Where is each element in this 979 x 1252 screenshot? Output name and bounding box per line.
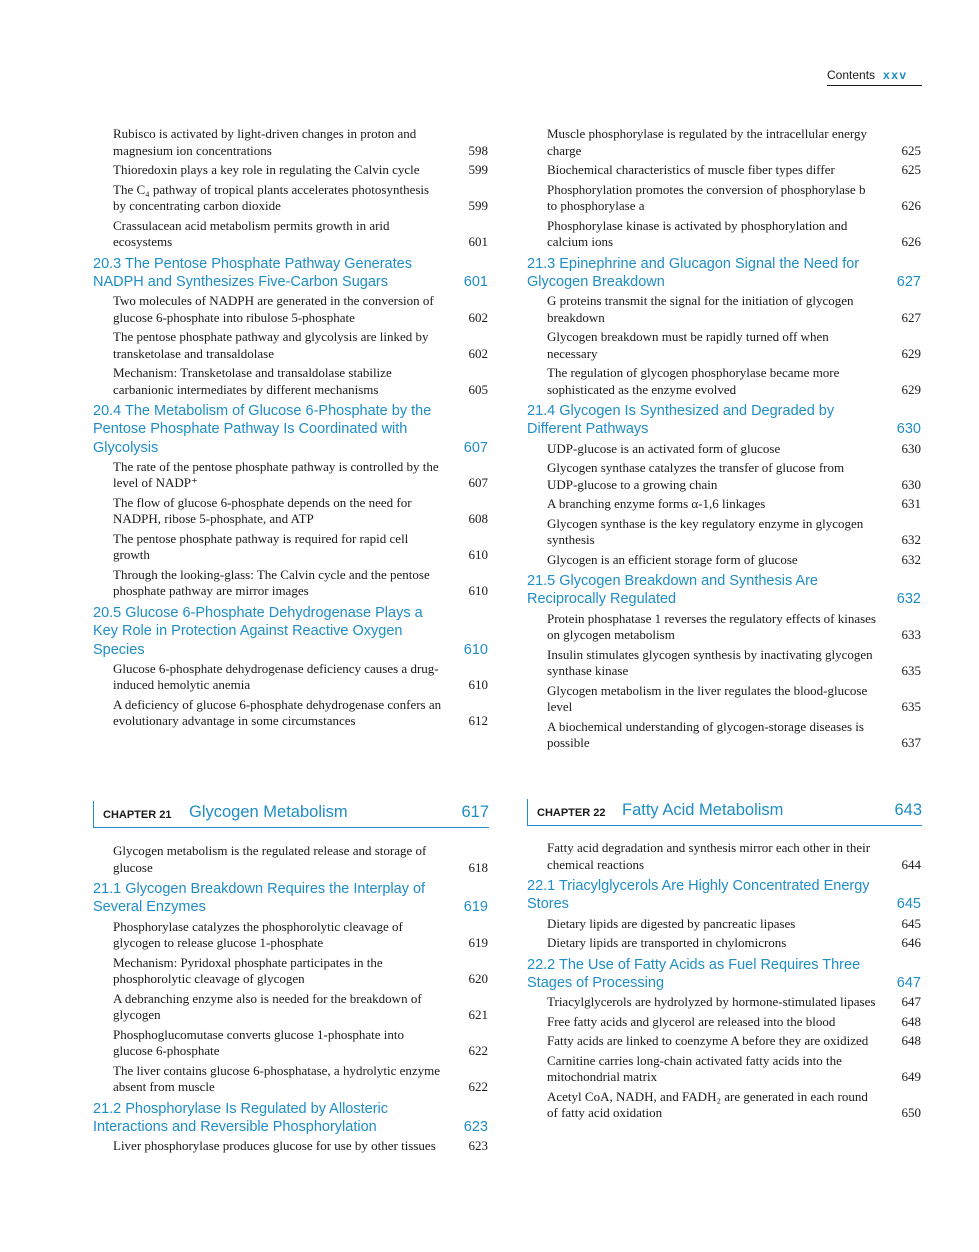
entry-title: The liver contains glucose 6-phosphatase, a hydrolytic enzyme absent from muscle bbox=[113, 1062, 441, 1095]
section-title: 22.2 The Use of Fatty Acids as Fuel Requires Three Stages of Processing bbox=[527, 956, 861, 991]
section-title: 21.2 Phosphorylase Is Regulated by Allosteric Interactions and Reversible Phosphorylation bbox=[93, 1100, 389, 1135]
page-number: 608 bbox=[468, 511, 488, 527]
section-title: 20.5 Glucose 6-Phosphate Dehydrogenase Plays a Key Role in Protection Against Reactive Oxygen Species bbox=[93, 604, 423, 658]
toc-section-heading bbox=[93, 255, 488, 292]
toc-entry bbox=[93, 697, 488, 730]
page-number: 635 bbox=[901, 699, 921, 715]
page-number: 630 bbox=[896, 421, 921, 438]
toc-entry bbox=[93, 661, 488, 694]
toc-entry bbox=[93, 1027, 488, 1060]
chapter-21-heading bbox=[93, 801, 489, 828]
toc-section-heading bbox=[527, 255, 921, 292]
entry-title: Glycogen breakdown must be rapidly turned off when necessary bbox=[547, 329, 829, 361]
section-title: 21.5 Glycogen Breakdown and Synthesis Are Reciprocally Regulated bbox=[527, 573, 818, 608]
toc-entry bbox=[93, 567, 488, 600]
toc-entry bbox=[93, 991, 488, 1024]
entry-title: Insulin stimulates glycogen synthesis by inactivating glycogen synthase kinase bbox=[547, 646, 873, 679]
page-number: 625 bbox=[901, 142, 921, 158]
entry-title: Carnitine carries long-chain activated fatty acids into the mitochondrial matrix bbox=[547, 1052, 842, 1085]
page-number: 601 bbox=[468, 234, 488, 249]
entry-title: Fatty acids are linked to coenzyme A before they are oxidized bbox=[547, 1033, 869, 1049]
toc-entry bbox=[527, 1053, 921, 1086]
entry-title: Phosphoglucomutase converts glucose 1-phosphate into glucose 6-phosphate bbox=[113, 1026, 405, 1059]
entry-title: Glucose 6-phosphate dehydrogenase deficiency causes a drug-induced hemolytic anemia bbox=[113, 660, 439, 693]
page-number: 621 bbox=[468, 1007, 488, 1023]
entry-title: Thioredoxin plays a key role in regulating the Calvin cycle bbox=[113, 162, 420, 177]
toc-entry bbox=[527, 1089, 921, 1122]
toc-section-heading bbox=[527, 572, 921, 609]
chapter-page: 617 bbox=[461, 803, 489, 821]
entry-title: Glycogen is an efficient storage form of glucose bbox=[547, 551, 798, 567]
page-number: 623 bbox=[468, 1138, 488, 1154]
section-title: 20.3 The Pentose Phosphate Pathway Generates NADPH and Synthesizes Five-Carbon Sugars bbox=[93, 255, 412, 290]
toc-entry bbox=[93, 329, 488, 362]
entry-title: The flow of glucose 6-phosphate depends on the need for NADPH, ribose 5-phosphate, and ATP bbox=[113, 494, 412, 527]
entry-title: Glycogen metabolism is the regulated release and storage of glucose bbox=[113, 843, 427, 875]
page-number: 620 bbox=[468, 971, 488, 987]
toc-entry bbox=[527, 1033, 921, 1050]
toc-entry bbox=[93, 531, 488, 564]
page-number: 629 bbox=[901, 345, 921, 361]
page-number: 630 bbox=[901, 440, 921, 456]
chapter-label: CHAPTER 21 bbox=[103, 809, 172, 821]
page-number: 647 bbox=[896, 974, 921, 991]
page-number: 627 bbox=[896, 273, 921, 290]
entry-title: The rate of the pentose phosphate pathway is controlled by the level of NADP⁺ bbox=[113, 458, 439, 491]
entry-title: Fatty acid degradation and synthesis mirror each other in their chemical reactions bbox=[547, 840, 871, 872]
toc-entry bbox=[527, 935, 921, 952]
toc-entry bbox=[93, 1063, 488, 1096]
page-number: 647 bbox=[901, 994, 921, 1010]
entry-title: Crassulacean acid metabolism permits growth in arid ecosystems bbox=[113, 217, 390, 249]
chapter-page: 643 bbox=[894, 801, 922, 819]
page-number: 648 bbox=[901, 1033, 921, 1049]
entry-title: Liver phosphorylase produces glucose for use by other tissues bbox=[113, 1138, 436, 1154]
page-number: 646 bbox=[901, 935, 921, 951]
entry-title: The pentose phosphate pathway is required for rapid cell growth bbox=[113, 530, 409, 563]
entry-title: Glycogen metabolism in the liver regulates the blood-glucose level bbox=[547, 682, 868, 715]
toc-entry bbox=[527, 611, 921, 644]
toc-entry bbox=[93, 126, 488, 159]
page-number: 633 bbox=[901, 627, 921, 643]
toc-entry bbox=[527, 840, 921, 873]
chapter-title: Fatty Acid Metabolism bbox=[622, 801, 784, 819]
toc-entry bbox=[527, 683, 921, 716]
page-number: 625 bbox=[901, 162, 921, 177]
page-number: 599 bbox=[468, 198, 488, 213]
toc-entry bbox=[93, 1138, 488, 1155]
chapter-label: CHAPTER 22 bbox=[537, 807, 606, 819]
entry-title: A deficiency of glucose 6-phosphate dehydrogenase confers an evolutionary advantage in some circumstances bbox=[113, 696, 442, 729]
page-number: 602 bbox=[468, 345, 488, 361]
toc-entry bbox=[93, 919, 488, 952]
page-number: 644 bbox=[901, 856, 921, 872]
toc-left-top bbox=[93, 126, 488, 733]
entry-title: Triacylglycerols are hydrolyzed by hormone-stimulated lipases bbox=[547, 994, 876, 1010]
page-number: 629 bbox=[901, 381, 921, 397]
toc-entry bbox=[527, 329, 921, 362]
toc-entry bbox=[93, 955, 488, 988]
toc-entry bbox=[93, 293, 488, 326]
entry-title: Rubisco is activated by light-driven changes in proton and magnesium ion concentrations bbox=[113, 126, 417, 158]
page-number: 627 bbox=[901, 309, 921, 325]
entry-title: Acetyl CoA, NADH, and FADH₂ are generated in each round of fatty acid oxidation bbox=[547, 1088, 868, 1121]
entry-title: Mechanism: Pyridoxal phosphate participates in the phosphorolytic cleavage of glycogen bbox=[113, 954, 383, 987]
page-number: 605 bbox=[468, 381, 488, 397]
page-number: 623 bbox=[463, 1118, 488, 1135]
entry-title: A branching enzyme forms α-1,6 linkages bbox=[547, 496, 766, 512]
entry-title: Mechanism: Transketolase and transaldolase stabilize carbanionic intermediates by different mechanisms bbox=[113, 365, 392, 397]
toc-entry bbox=[93, 459, 488, 492]
toc-entry bbox=[93, 162, 488, 179]
toc-entry bbox=[527, 293, 921, 326]
toc-entry bbox=[527, 162, 921, 179]
page-number: 632 bbox=[896, 591, 921, 608]
toc-section-heading bbox=[527, 402, 921, 439]
entry-title: Free fatty acids and glycerol are released into the blood bbox=[547, 1013, 836, 1029]
entry-title: Dietary lipids are transported in chylomicrons bbox=[547, 935, 787, 951]
page-number: 632 bbox=[901, 532, 921, 548]
page-number: 626 bbox=[901, 234, 921, 249]
toc-section-heading bbox=[93, 1100, 488, 1137]
entry-title: Protein phosphatase 1 reverses the regulatory effects of kinases on glycogen metabolism bbox=[547, 610, 876, 643]
running-header bbox=[827, 68, 922, 86]
toc-entry bbox=[93, 495, 488, 528]
page-number: 619 bbox=[468, 935, 488, 951]
entry-title: Phosphorylase kinase is activated by phosphorylation and calcium ions bbox=[547, 217, 848, 249]
entry-title: Phosphorylase catalyzes the phosphorolytic cleavage of glycogen to release glucose 1-phosphate bbox=[113, 918, 403, 951]
page-number: 618 bbox=[468, 859, 488, 875]
page-number: 635 bbox=[901, 663, 921, 679]
entry-title: A debranching enzyme also is needed for the breakdown of glycogen bbox=[113, 990, 422, 1023]
toc-right-bottom bbox=[527, 840, 921, 1125]
page-number: 649 bbox=[901, 1069, 921, 1085]
page-number: 607 bbox=[463, 439, 488, 456]
chapter-title: Glycogen Metabolism bbox=[189, 803, 348, 821]
entry-title: Dietary lipids are digested by pancreatic lipases bbox=[547, 915, 796, 931]
toc-entry bbox=[527, 916, 921, 933]
page-number: 648 bbox=[901, 1013, 921, 1029]
entry-title: G proteins transmit the signal for the initiation of glycogen breakdown bbox=[547, 293, 854, 325]
page-number: 610 bbox=[468, 677, 488, 693]
entry-title: The pentose phosphate pathway and glycolysis are linked by transketolase and transaldolase bbox=[113, 329, 429, 361]
toc-entry bbox=[93, 365, 488, 398]
entry-title: UDP-glucose is an activated form of glucose bbox=[547, 440, 781, 456]
toc-entry bbox=[527, 552, 921, 569]
page-number: 601 bbox=[463, 273, 488, 290]
toc-section-heading bbox=[93, 880, 488, 917]
toc-entry bbox=[527, 126, 921, 159]
page-number: 645 bbox=[896, 896, 921, 913]
page-number: 650 bbox=[901, 1105, 921, 1121]
toc-left-bottom bbox=[93, 843, 488, 1158]
page-number: 626 bbox=[901, 198, 921, 213]
toc-entry bbox=[527, 460, 921, 493]
section-title: 21.4 Glycogen Is Synthesized and Degraded by Different Pathways bbox=[527, 403, 835, 438]
toc-entry bbox=[93, 182, 488, 215]
page-number: 610 bbox=[463, 641, 488, 658]
page-number: 602 bbox=[468, 309, 488, 325]
toc-entry bbox=[93, 218, 488, 251]
page-number: 607 bbox=[468, 475, 488, 491]
page-number: 622 bbox=[468, 1079, 488, 1095]
toc-section-heading bbox=[93, 402, 488, 457]
section-title: 22.1 Triacylglycerols Are Highly Concentrated Energy Stores bbox=[527, 878, 870, 913]
entry-title: The regulation of glycogen phosphorylase became more sophisticated as the enzyme evolved bbox=[547, 365, 840, 397]
toc-entry bbox=[93, 843, 488, 876]
section-title: 21.1 Glycogen Breakdown Requires the Interplay of Several Enzymes bbox=[93, 881, 426, 916]
toc-entry bbox=[527, 994, 921, 1011]
toc-entry bbox=[527, 218, 921, 251]
page-number: 631 bbox=[901, 496, 921, 512]
toc-entry bbox=[527, 365, 921, 398]
toc-entry bbox=[527, 441, 921, 458]
page-number: 610 bbox=[468, 583, 488, 599]
page-number: 637 bbox=[901, 735, 921, 751]
section-title: 20.4 The Metabolism of Glucose 6-Phosphate by the Pentose Phosphate Pathway Is Coordinated with Glycolysis bbox=[93, 403, 432, 456]
entry-title: Muscle phosphorylase is regulated by the intracellular energy charge bbox=[547, 126, 867, 158]
header-title: Contents bbox=[827, 68, 876, 82]
toc-entry bbox=[527, 516, 921, 549]
entry-title: Glycogen synthase is the key regulatory enzyme in glycogen synthesis bbox=[547, 515, 864, 548]
toc-entry bbox=[527, 1014, 921, 1031]
page-number: 599 bbox=[468, 162, 488, 177]
toc-entry bbox=[527, 719, 921, 752]
page-number: 622 bbox=[468, 1043, 488, 1059]
page-number: 619 bbox=[463, 899, 488, 916]
toc-entry bbox=[527, 647, 921, 680]
toc-section-heading bbox=[527, 877, 921, 914]
entry-title: A biochemical understanding of glycogen-storage diseases is possible bbox=[547, 718, 864, 751]
page-number: 612 bbox=[468, 713, 488, 729]
section-title: 21.3 Epinephrine and Glucagon Signal the Need for Glycogen Breakdown bbox=[527, 255, 860, 290]
toc-section-heading bbox=[93, 604, 488, 659]
toc-entry bbox=[527, 496, 921, 513]
entry-title: Biochemical characteristics of muscle fiber types differ bbox=[547, 162, 835, 177]
page-number: 598 bbox=[468, 142, 488, 158]
entry-title: The C₄ pathway of tropical plants accelerates photosynthesis by concentrating carbon dioxide bbox=[113, 181, 430, 213]
chapter-22-heading bbox=[527, 799, 922, 826]
page-number: 610 bbox=[468, 547, 488, 563]
toc-right-top bbox=[527, 126, 921, 755]
header-page-number: xxv bbox=[883, 68, 908, 82]
page-number: 630 bbox=[901, 476, 921, 492]
page-number: 645 bbox=[901, 915, 921, 931]
page-number: 632 bbox=[901, 551, 921, 567]
entry-title: Phosphorylation promotes the conversion of phosphorylase b to phosphorylase a bbox=[547, 181, 866, 213]
entry-title: Glycogen synthase catalyzes the transfer of glucose from UDP-glucose to a growing chain bbox=[547, 460, 845, 492]
entry-title: Through the looking-glass: The Calvin cycle and the pentose phosphate pathway are mirror images bbox=[113, 566, 430, 599]
toc-entry bbox=[527, 182, 921, 215]
toc-section-heading bbox=[527, 956, 921, 993]
entry-title: Two molecules of NADPH are generated in the conversion of glucose 6-phosphate into ribulose 5-phosphate bbox=[113, 293, 434, 325]
